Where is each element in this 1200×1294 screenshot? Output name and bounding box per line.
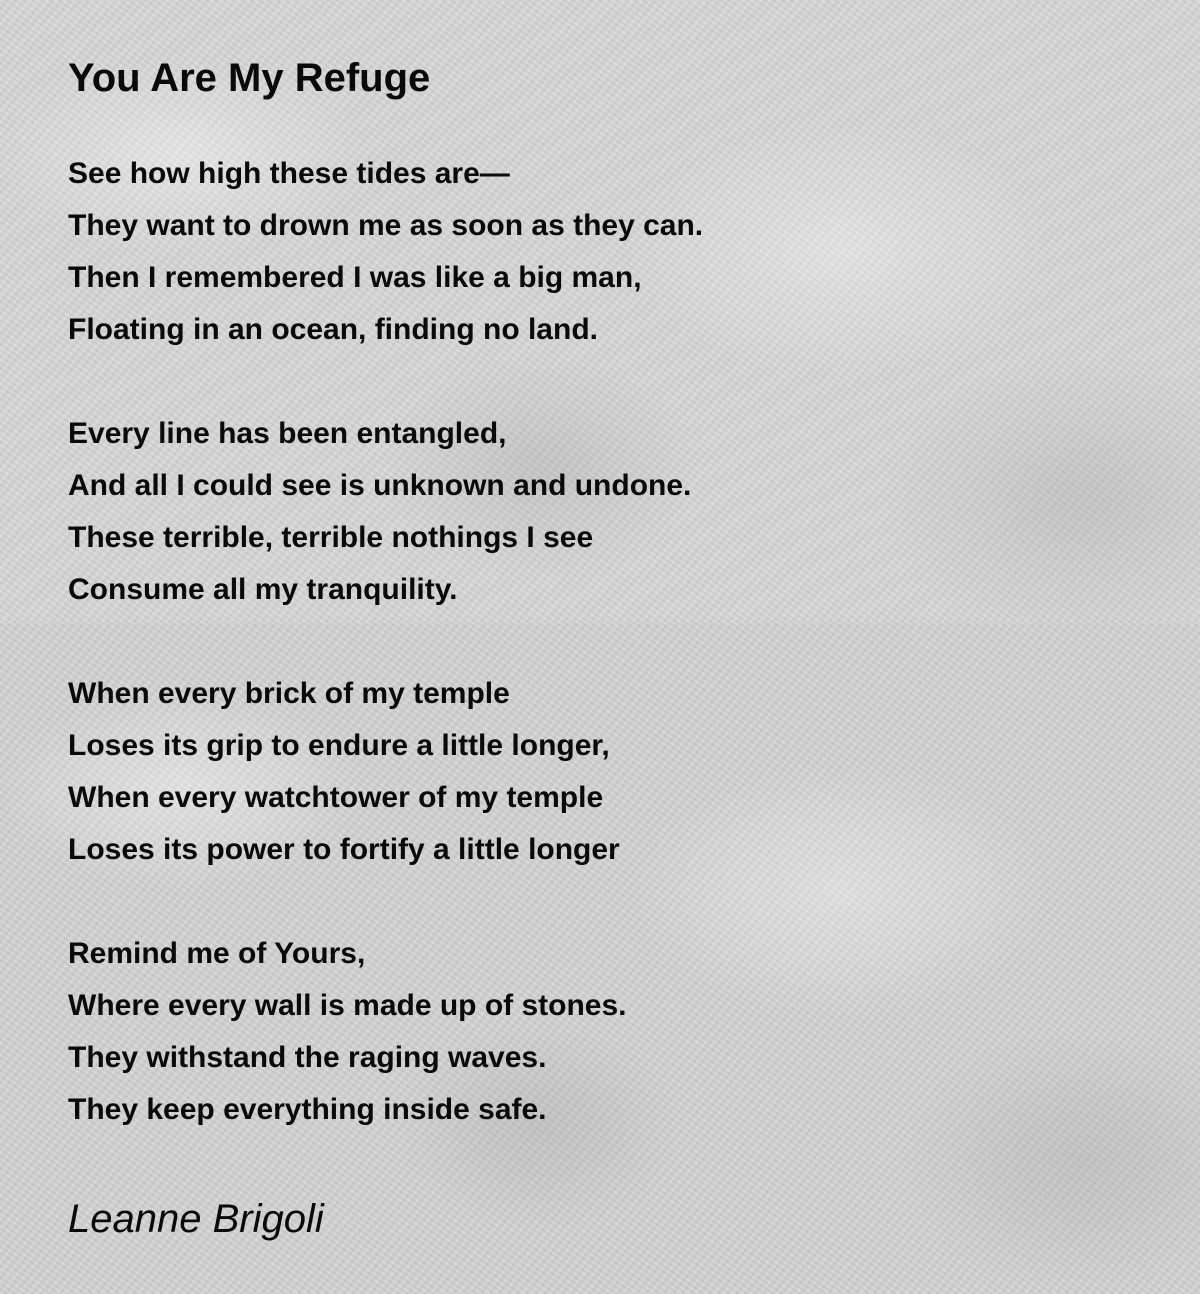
stanza-4 xyxy=(68,928,1168,1136)
poem-line: When every brick of my temple xyxy=(68,677,510,710)
poem-line: They keep everything inside safe. xyxy=(68,1093,547,1126)
poem-line: Consume all my tranquility. xyxy=(68,573,458,606)
poem-line: Then I remembered I was like a big man, xyxy=(68,261,642,294)
poem-line: And all I could see is unknown and undone. xyxy=(68,469,692,502)
poem-line: Loses its grip to endure a little longer, xyxy=(68,729,610,762)
stanza-1 xyxy=(68,148,1168,356)
poem-author: Leanne Brigoli xyxy=(68,1197,324,1241)
poem-line: See how high these tides are— xyxy=(68,157,510,190)
poem-line: Where every wall is made up of stones. xyxy=(68,989,627,1022)
poem-line: When every watchtower of my temple xyxy=(68,781,604,814)
poem-line: These terrible, terrible nothings I see xyxy=(68,521,594,554)
poem-line: Floating in an ocean, finding no land. xyxy=(68,313,598,346)
poem-line: They withstand the raging waves. xyxy=(68,1041,547,1074)
stanza-2 xyxy=(68,408,1168,616)
poem-line: Remind me of Yours, xyxy=(68,937,366,970)
poem-line: Every line has been entangled, xyxy=(68,417,507,450)
stanza-3 xyxy=(68,668,1168,876)
poem-line: Loses its power to fortify a little longer xyxy=(68,833,620,866)
poem-line: They want to drown me as soon as they can. xyxy=(68,209,704,242)
poem-title: You Are My Refuge xyxy=(68,56,431,100)
